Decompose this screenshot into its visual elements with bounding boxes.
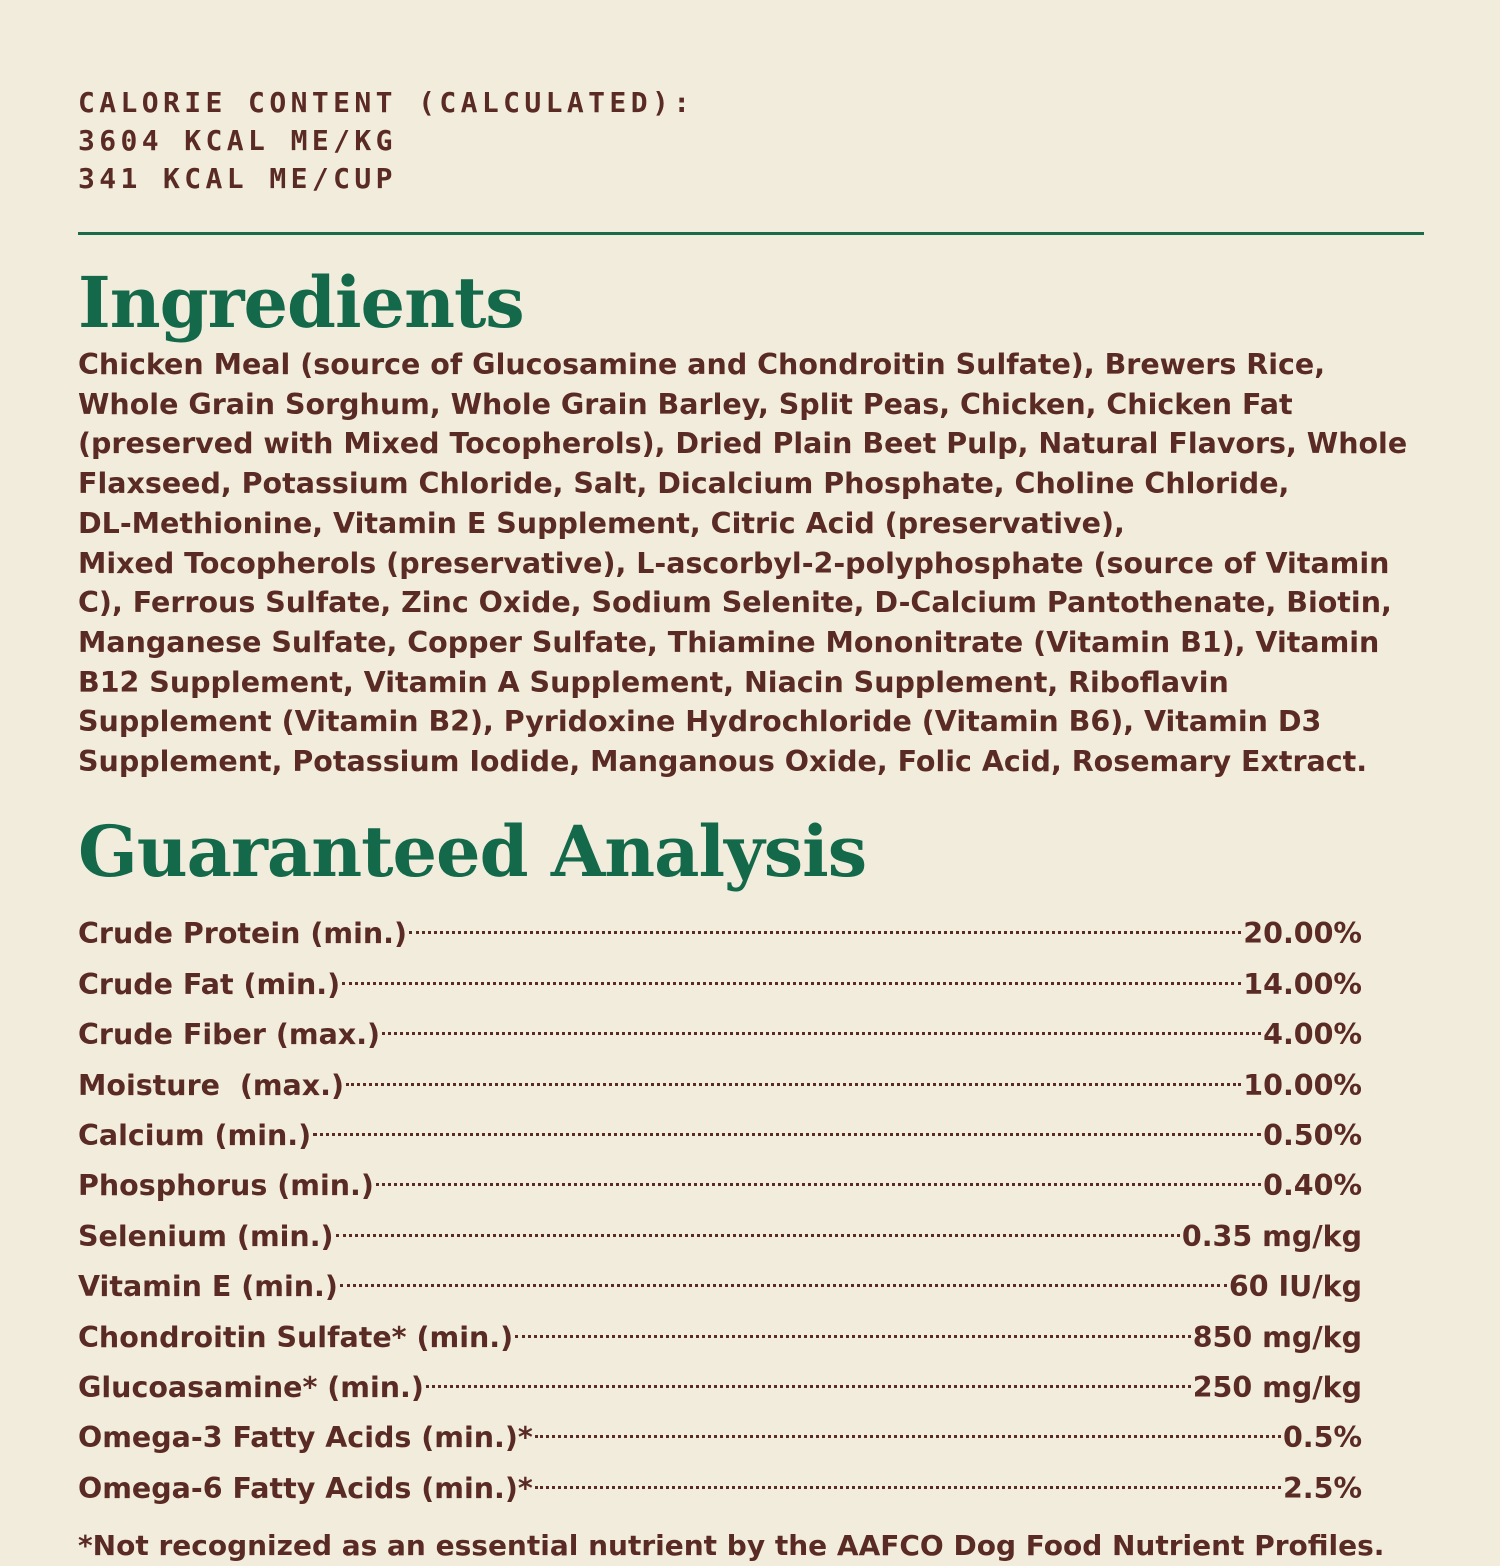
nutrient-value: 10.00% bbox=[1243, 1068, 1362, 1102]
dot-leader bbox=[426, 1357, 1191, 1397]
nutrient-label: Phosphorus (min.) bbox=[78, 1169, 374, 1203]
nutrient-value: 60 IU/kg bbox=[1228, 1270, 1362, 1304]
ingredients-line: B12 Supplement, Vitamin A Supplement, Niacin Supplement, Riboflavin bbox=[78, 665, 1229, 699]
dot-leader bbox=[535, 1408, 1281, 1448]
analysis-row bbox=[78, 1408, 1362, 1458]
nutrient-label: Vitamin E (min.) bbox=[78, 1270, 338, 1304]
ingredients-line: Chicken Meal (source of Glucosamine and Chondroitin Sulfate), Brewers Rice, bbox=[78, 348, 1326, 381]
dot-leader bbox=[382, 1005, 1261, 1045]
analysis-table bbox=[78, 904, 1362, 1509]
nutrient-label: Glucoasamine* (min.) bbox=[78, 1370, 424, 1404]
nutrient-value: 14.00% bbox=[1243, 967, 1362, 1001]
dot-leader bbox=[409, 904, 1241, 944]
analysis-row bbox=[78, 1206, 1362, 1256]
dot-leader bbox=[346, 1055, 1241, 1095]
footnote: *Not recognized as an essential nutrient by the AAFCO Dog Food Nutrient Profiles. bbox=[78, 1529, 1385, 1563]
ingredients-line: DL-Methionine, Vitamin E Supplement, Citric Acid (preservative), bbox=[78, 506, 1125, 540]
ingredients-line: C), Ferrous Sulfate, Zinc Oxide, Sodium Selenite, D-Calcium Pantothenate, Biotin, bbox=[78, 586, 1392, 620]
nutrient-value: 850 mg/kg bbox=[1192, 1320, 1362, 1354]
dot-leader bbox=[535, 1458, 1281, 1498]
ingredients-list bbox=[78, 345, 1424, 782]
calorie-per-cup: 341 KCAL ME/CUP bbox=[78, 162, 397, 195]
calorie-content bbox=[78, 84, 1424, 198]
dot-leader bbox=[515, 1307, 1191, 1347]
nutrient-label: Crude Protein (min.) bbox=[78, 917, 408, 951]
calorie-header: CALORIE CONTENT (CALCULATED): bbox=[78, 86, 695, 119]
nutrient-value: 0.5% bbox=[1282, 1421, 1362, 1455]
analysis-row bbox=[78, 1156, 1362, 1206]
nutrient-value: 2.5% bbox=[1282, 1471, 1362, 1505]
calorie-per-kg: 3604 KCAL ME/KG bbox=[78, 124, 397, 157]
analysis-row bbox=[78, 1105, 1362, 1155]
nutrient-label: Omega-3 Fatty Acids (min.)* bbox=[78, 1421, 533, 1455]
dot-leader bbox=[340, 1256, 1227, 1296]
nutrient-label: Calcium (min.) bbox=[78, 1118, 312, 1152]
dot-leader bbox=[313, 1105, 1261, 1145]
dot-leader bbox=[336, 1206, 1180, 1246]
analysis-row bbox=[78, 954, 1362, 1004]
nutrient-label: Chondroitin Sulfate* (min.) bbox=[78, 1320, 514, 1354]
nutrient-label: Omega-6 Fatty Acids (min.)* bbox=[78, 1471, 533, 1505]
ingredients-line: (preserved with Mixed Tocopherols), Dried Plain Beet Pulp, Natural Flavors, Whole bbox=[78, 427, 1408, 461]
ingredients-line: Flaxseed, Potassium Chloride, Salt, Dicalcium Phosphate, Choline Chloride, bbox=[78, 467, 1290, 501]
analysis-row bbox=[78, 1005, 1362, 1055]
analysis-title: Guaranteed Analysis bbox=[78, 809, 867, 893]
dot-leader bbox=[376, 1156, 1261, 1196]
nutrition-label bbox=[78, 84, 1424, 1566]
nutrient-value: 0.35 mg/kg bbox=[1181, 1219, 1362, 1253]
analysis-row bbox=[78, 1307, 1362, 1357]
nutrient-value: 0.50% bbox=[1263, 1118, 1362, 1152]
analysis-row bbox=[78, 904, 1362, 954]
analysis-row bbox=[78, 1458, 1362, 1508]
analysis-row bbox=[78, 1357, 1362, 1407]
nutrient-value: 0.40% bbox=[1263, 1169, 1362, 1203]
ingredients-line: Supplement (Vitamin B2), Pyridoxine Hydrochloride (Vitamin B6), Vitamin D3 bbox=[78, 705, 1322, 739]
nutrient-label: Selenium (min.) bbox=[78, 1219, 334, 1253]
analysis-row bbox=[78, 1055, 1362, 1105]
nutrient-label: Moisture (max.) bbox=[78, 1068, 345, 1102]
analysis-row bbox=[78, 1256, 1362, 1306]
ingredients-line: Manganese Sulfate, Copper Sulfate, Thiamine Mononitrate (Vitamin B1), Vitamin bbox=[78, 625, 1380, 659]
ingredients-line: Mixed Tocopherols (preservative), L-ascorbyl-2-polyphosphate (source of Vitamin bbox=[78, 546, 1390, 580]
nutrient-label: Crude Fat (min.) bbox=[78, 967, 341, 1001]
nutrient-value: 20.00% bbox=[1243, 917, 1362, 951]
nutrient-value: 250 mg/kg bbox=[1192, 1370, 1362, 1404]
dot-leader bbox=[342, 954, 1241, 994]
section-divider bbox=[78, 232, 1424, 235]
nutrient-value: 4.00% bbox=[1263, 1018, 1362, 1052]
nutrient-label: Crude Fiber (max.) bbox=[78, 1018, 381, 1052]
ingredients-title: Ingredients bbox=[78, 261, 524, 344]
ingredients-line: Supplement, Potassium Iodide, Manganous Oxide, Folic Acid, Rosemary Extract. bbox=[78, 745, 1368, 779]
ingredients-line: Whole Grain Sorghum, Whole Grain Barley, Split Peas, Chicken, Chicken Fat bbox=[78, 387, 1293, 421]
